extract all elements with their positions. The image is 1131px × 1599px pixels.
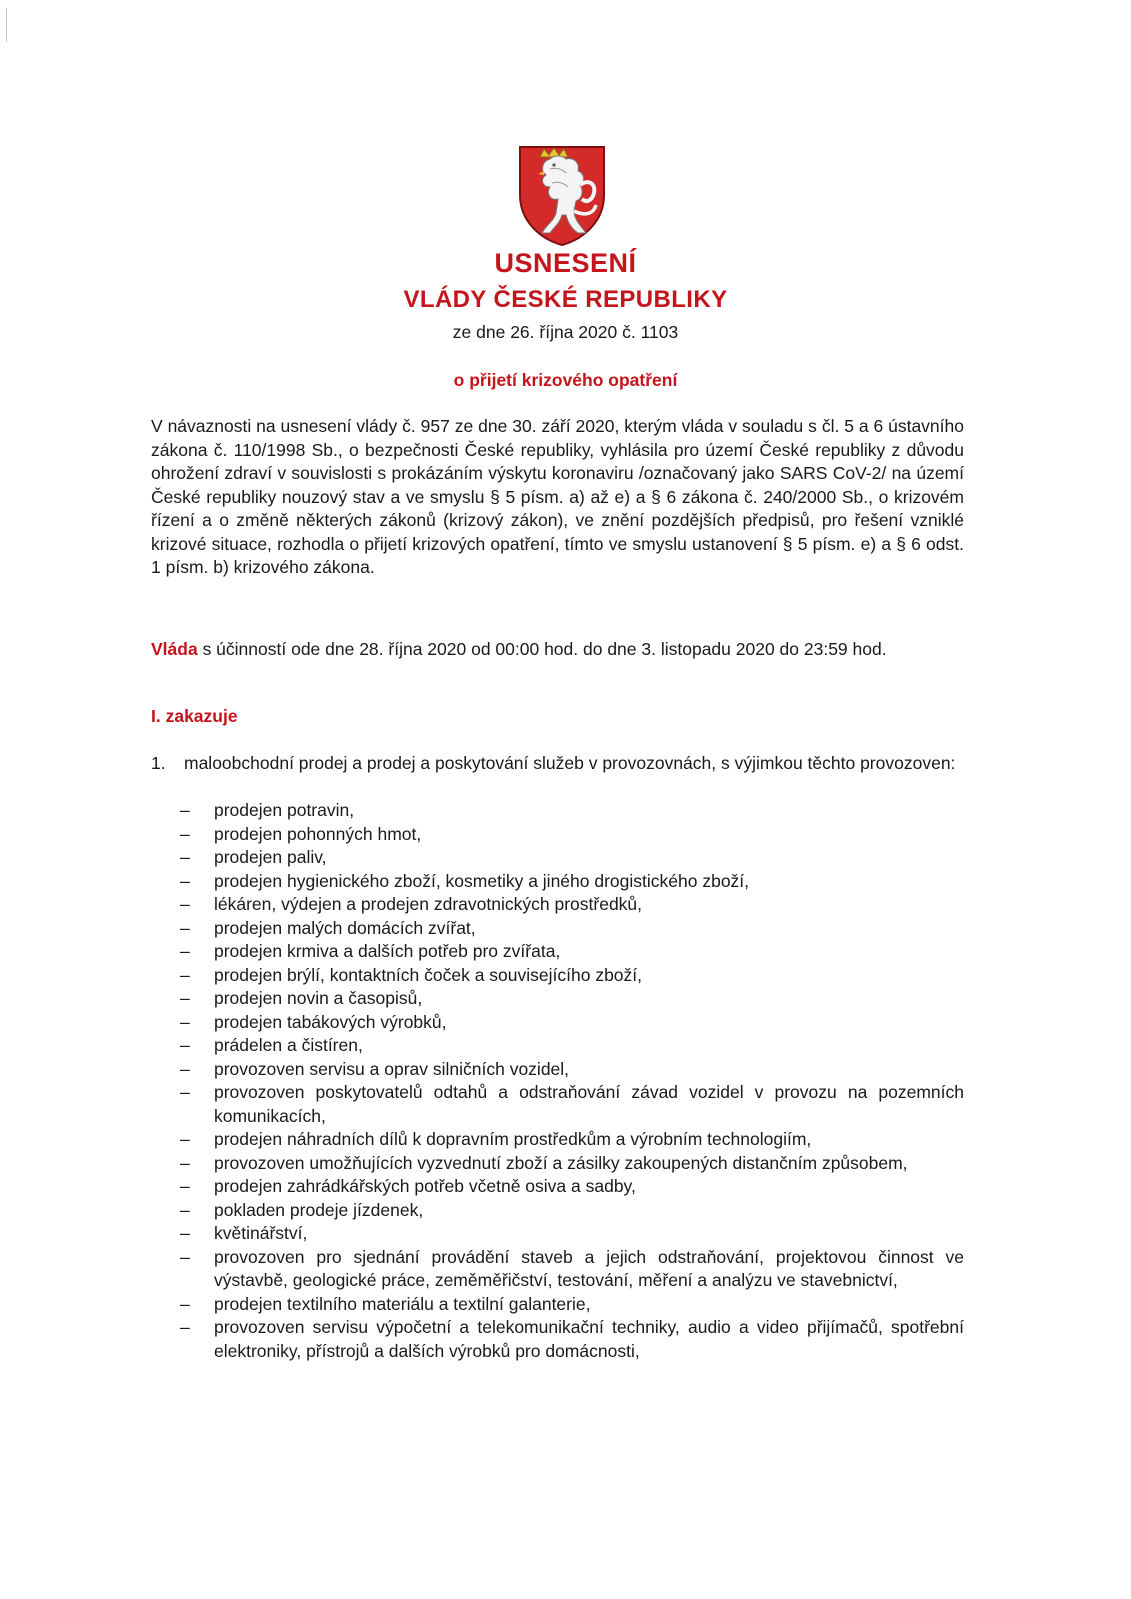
exception-list-item — [180, 1316, 964, 1363]
exception-list-item — [180, 1128, 964, 1152]
item-text: maloobchodní prodej a prodej a poskytování služeb v provozovnách, s výjimkou těchto provozoven: — [184, 753, 956, 773]
exceptions-list — [180, 799, 964, 1363]
validity-label: Vláda — [151, 639, 198, 659]
exception-list-item — [180, 870, 964, 894]
exception-list-item — [180, 1058, 964, 1082]
scan-edge-mark — [6, 8, 7, 42]
exception-text: prodejen brýlí, kontaktních čoček a souvisejícího zboží, — [214, 964, 643, 985]
exception-text: prádelen a čistíren, — [214, 1035, 363, 1055]
item-number: 1. — [151, 753, 166, 773]
dash-bullet: – — [180, 988, 190, 1008]
exception-text: provozoven umožňujících vyzvednutí zboží a zásilky zakoupených distančním způsobem, — [214, 1152, 908, 1173]
exception-text: lékáren, výdejen a prodejen zdravotnických prostředků, — [214, 894, 643, 914]
exception-list-item — [180, 846, 964, 870]
exception-list-item — [180, 1246, 964, 1293]
exception-text: prodejen hygienického zboží, kosmetiky a jiného drogistického zboží, — [214, 870, 750, 891]
validity-text: s účinností ode dne 28. října 2020 od 00:00 hod. do dne 3. listopadu 2020 do 23:59 hod. — [197, 639, 887, 659]
exception-text: květinářství, — [214, 1223, 308, 1243]
exception-list-item — [180, 1175, 964, 1199]
czech-coat-of-arms-icon — [516, 143, 608, 248]
exception-list-item — [180, 823, 964, 847]
exception-text: prodejen pohonných hmot, — [214, 823, 422, 844]
exception-text: provozoven pro sjednání provádění staveb a jejich odstraňování, projektovou činnost ve výstavbě, geologické práce, zeměměřičství, testování, měření a analýzu ve stavebnictví, — [214, 1246, 964, 1290]
exception-list-item — [180, 940, 964, 964]
exception-text: provozoven servisu výpočetní a telekomunikační techniky, audio a video přijímačů, spotřební elektroniky, přístrojů a dalších výrobků pro domácnosti, — [214, 1317, 964, 1361]
dash-bullet: – — [180, 870, 190, 891]
dash-bullet: – — [180, 1082, 190, 1102]
exception-text: prodejen novin a časopisů, — [214, 988, 423, 1008]
exception-list-item — [180, 1222, 964, 1246]
dash-bullet: – — [180, 894, 190, 914]
exception-text: prodejen zahrádkářských potřeb včetně osiva a sadby, — [214, 1176, 636, 1196]
resolution-subject: o přijetí krizového opatření — [453, 370, 678, 390]
intro-paragraph: V návaznosti na usnesení vlády č. 957 ze dne 30. září 2020, kterým vláda v souladu s čl. 5 a 6 ústavního zákona č. 110/1998 Sb., o bezpečnosti České republiky, vyhlásila pro území České republiky z důvodu ohrožení zdraví v souvislosti s prokázáním výskytu koronaviru /označovaný jako SARS CoV-2/ na území České republiky nouzový stav a ve smyslu § 5 písm. a) až e) a § 6 zákona č. 240/2000 Sb., o krizovém řízení a o změně některých zákonů (krizový zákon), ve znění pozdějších předpisů, pro řešení vzniklé krizové situace, rozhodla o přijetí krizových opatření, tímto ve smyslu ustanovení § 5 písm. e) a § 6 odst. 1 písm. b) krizového zákona. — [151, 416, 964, 577]
dash-bullet: – — [180, 941, 190, 961]
document-subtitle: VLÁDY ČESKÉ REPUBLIKY — [403, 286, 728, 313]
exception-text: prodejen náhradních dílů k dopravním prostředkům a výrobním technologiím, — [214, 1129, 812, 1149]
resolution-date-number: ze dne 26. října 2020 č. 1103 — [452, 322, 679, 342]
dash-bullet: – — [180, 823, 190, 844]
exception-text: pokladen prodeje jízdenek, — [214, 1199, 424, 1220]
exception-text: prodejen tabákových výrobků, — [214, 1011, 447, 1032]
exception-list-item — [180, 1152, 964, 1176]
dash-bullet: – — [180, 964, 190, 985]
dash-bullet: – — [180, 1199, 190, 1220]
exception-text: provozoven servisu a oprav silničních vozidel, — [214, 1058, 570, 1079]
dash-bullet: – — [180, 1011, 190, 1032]
dash-bullet: – — [180, 800, 190, 820]
dash-bullet: – — [180, 847, 190, 867]
exception-text: prodejen paliv, — [214, 847, 327, 867]
exception-list-item — [180, 893, 964, 917]
exception-list-item — [180, 1199, 964, 1223]
dash-bullet: – — [180, 917, 190, 938]
exception-text: prodejen malých domácích zvířat, — [214, 917, 476, 938]
dash-bullet: – — [180, 1293, 190, 1314]
document-title: USNESENÍ — [494, 248, 637, 278]
dash-bullet: – — [180, 1129, 190, 1149]
exception-text: prodejen potravin, — [214, 800, 355, 820]
dash-bullet: – — [180, 1246, 190, 1267]
exception-list-item — [180, 1034, 964, 1058]
exception-list-item — [180, 917, 964, 941]
dash-bullet: – — [180, 1152, 190, 1173]
dash-bullet: – — [180, 1317, 190, 1337]
exception-list-item — [180, 1293, 964, 1317]
exception-list-item — [180, 964, 964, 988]
exception-text: provozoven poskytovatelů odtahů a odstraňování závad vozidel v provozu na pozemních komunikacích, — [214, 1082, 964, 1126]
exception-list-item — [180, 1011, 964, 1035]
section-heading: I. zakazuje — [151, 706, 238, 726]
dash-bullet: – — [180, 1035, 190, 1055]
exception-text: prodejen krmiva a dalších potřeb pro zvířata, — [214, 941, 561, 961]
dash-bullet: – — [180, 1223, 190, 1243]
dash-bullet: – — [180, 1176, 190, 1196]
exception-list-item — [180, 1081, 964, 1128]
dash-bullet: – — [180, 1058, 190, 1079]
exception-list-item — [180, 987, 964, 1011]
exception-list-item — [180, 799, 964, 823]
exception-text: prodejen textilního materiálu a textilní galanterie, — [214, 1293, 591, 1314]
validity-paragraph — [151, 638, 964, 662]
